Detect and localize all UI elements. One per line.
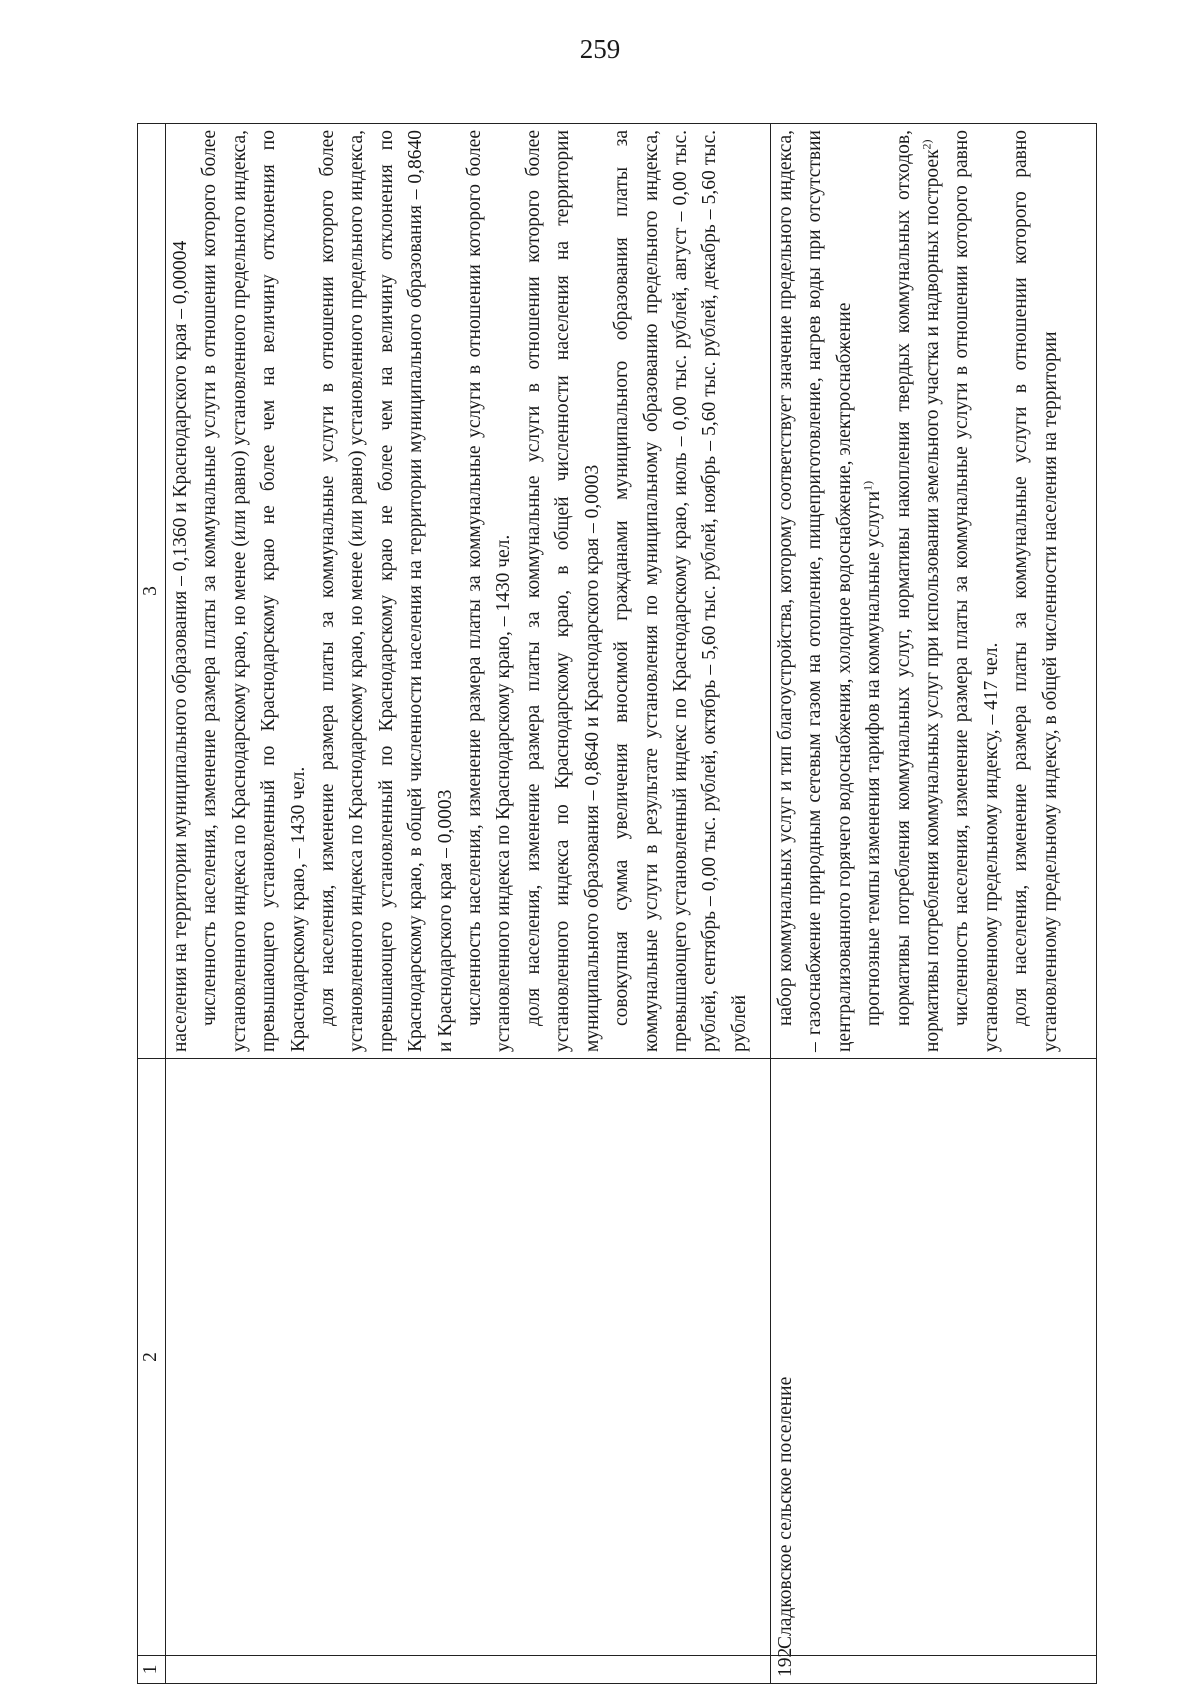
municipality-name: Сладковское сельское поселение — [771, 1059, 1097, 1656]
page-number: 259 — [579, 34, 621, 64]
paragraph-text: численность населения, изменение размера платы за коммунальные услуги в отношении которого равно установленному предельному индексу, – 417 чел. — [951, 130, 1002, 1052]
description-paragraph — [195, 130, 313, 1052]
header-col-2: 2 — [138, 1059, 166, 1656]
header-row — [138, 124, 166, 1684]
table-row — [166, 124, 771, 1684]
description-paragraph — [607, 130, 754, 1052]
header-col-1: 1 — [138, 1656, 166, 1684]
paragraph-text: нормативы потребления коммунальных услуг, нормативы накопления твердых коммунальных отходов, нормативы потребления коммунальных услуг при использовании земельного участка и надворных построек — [892, 130, 944, 1052]
footnote-mark: 2) — [919, 139, 934, 150]
municipality-name — [166, 1059, 771, 1656]
header-col-3: 3 — [138, 124, 166, 1059]
rotated-table-wrapper — [137, 124, 1097, 1684]
description-paragraph — [313, 130, 460, 1052]
description-paragraph — [460, 130, 519, 1052]
paragraph-text: численность населения, изменение размера платы за коммунальные услуги в отношении которого более установленного индекса по Краснодарскому краю, но менее (или равно) установленного предельного индекса, превышающего установленный по Краснодарскому краю не более чем на величину отклонения по Краснодарскому краю, – 1430 чел. — [199, 130, 309, 1052]
footnote-mark: 1) — [860, 480, 875, 491]
row-number: 192 — [771, 1656, 1097, 1684]
description-paragraph — [889, 130, 948, 1052]
paragraph-text: набор коммунальных услуг и тип благоустройства, которому соответствует значение предельного индекса, – газоснабжение природным сетевым газом на отопление, пищеприготовление, нагрев воды при отсутствии централизованного горячего водоснабжения, холодное водоснабжение, электроснабжение — [775, 130, 855, 1052]
paragraph-text: населения на территории муниципального образования – 0,1360 и Краснодарского края – 0,00004 — [170, 240, 191, 1052]
paragraph-text: доля населения, изменение размера платы за коммунальные услуги в отношении которого более установленного индекса по Краснодарскому краю, но менее (или равно) установленного предельного индекса, превышающего установленный по Краснодарскому краю не более чем на величину отклонения по Краснодарскому краю, в общей численности населения на территории муниципального образования – 0,8640 и Краснодарского края – 0,0003 — [317, 130, 456, 1052]
description-paragraph — [947, 130, 1006, 1052]
description-paragraph — [519, 130, 607, 1052]
rotated-table — [137, 124, 1097, 1684]
description-cell — [771, 124, 1097, 1059]
description-paragraph — [166, 130, 195, 1052]
paragraph-text: доля населения, изменение размера платы за коммунальные услуги в отношении которого равно установленному предельному индексу, в общей численности населения на территории — [1010, 130, 1061, 1052]
description-paragraph — [1006, 130, 1065, 1052]
table-body — [166, 124, 1097, 1684]
description-paragraph — [859, 130, 888, 1052]
row-number — [166, 1656, 771, 1684]
description-cell — [166, 124, 771, 1059]
table-row — [771, 124, 1097, 1684]
paragraph-text: численность населения, изменение размера платы за коммунальные услуги в отношении которого более установленного индекса по Краснодарскому краю, – 1430 чел. — [464, 130, 515, 1052]
paragraph-text: прогнозные темпы изменения тарифов на коммунальные услуги — [863, 490, 885, 1026]
description-paragraph — [771, 130, 859, 1052]
paragraph-text: совокупная сумма увеличения вносимой гражданами муниципального образования платы за коммунальные услуги в результате установления по муниципальному образованию предельного индекса, превышающего установленный индекс по Краснодарскому краю, июль – 0,00 тыс. рублей, август – 0,00 тыс. рублей, сентябрь – 0,00 тыс. рублей, октябрь – 5,60 тыс. рублей, ноябрь – 5,60 тыс. рублей, декабрь – 5,60 тыс. рублей — [611, 130, 750, 1052]
data-table — [137, 123, 1097, 1684]
paragraph-text: доля населения, изменение размера платы за коммунальные услуги в отношении которого более установленного индекса по Краснодарскому краю, в общей численности населения на территории муниципального образования – 0,8640 и Краснодарского края – 0,0003 — [522, 130, 603, 1052]
